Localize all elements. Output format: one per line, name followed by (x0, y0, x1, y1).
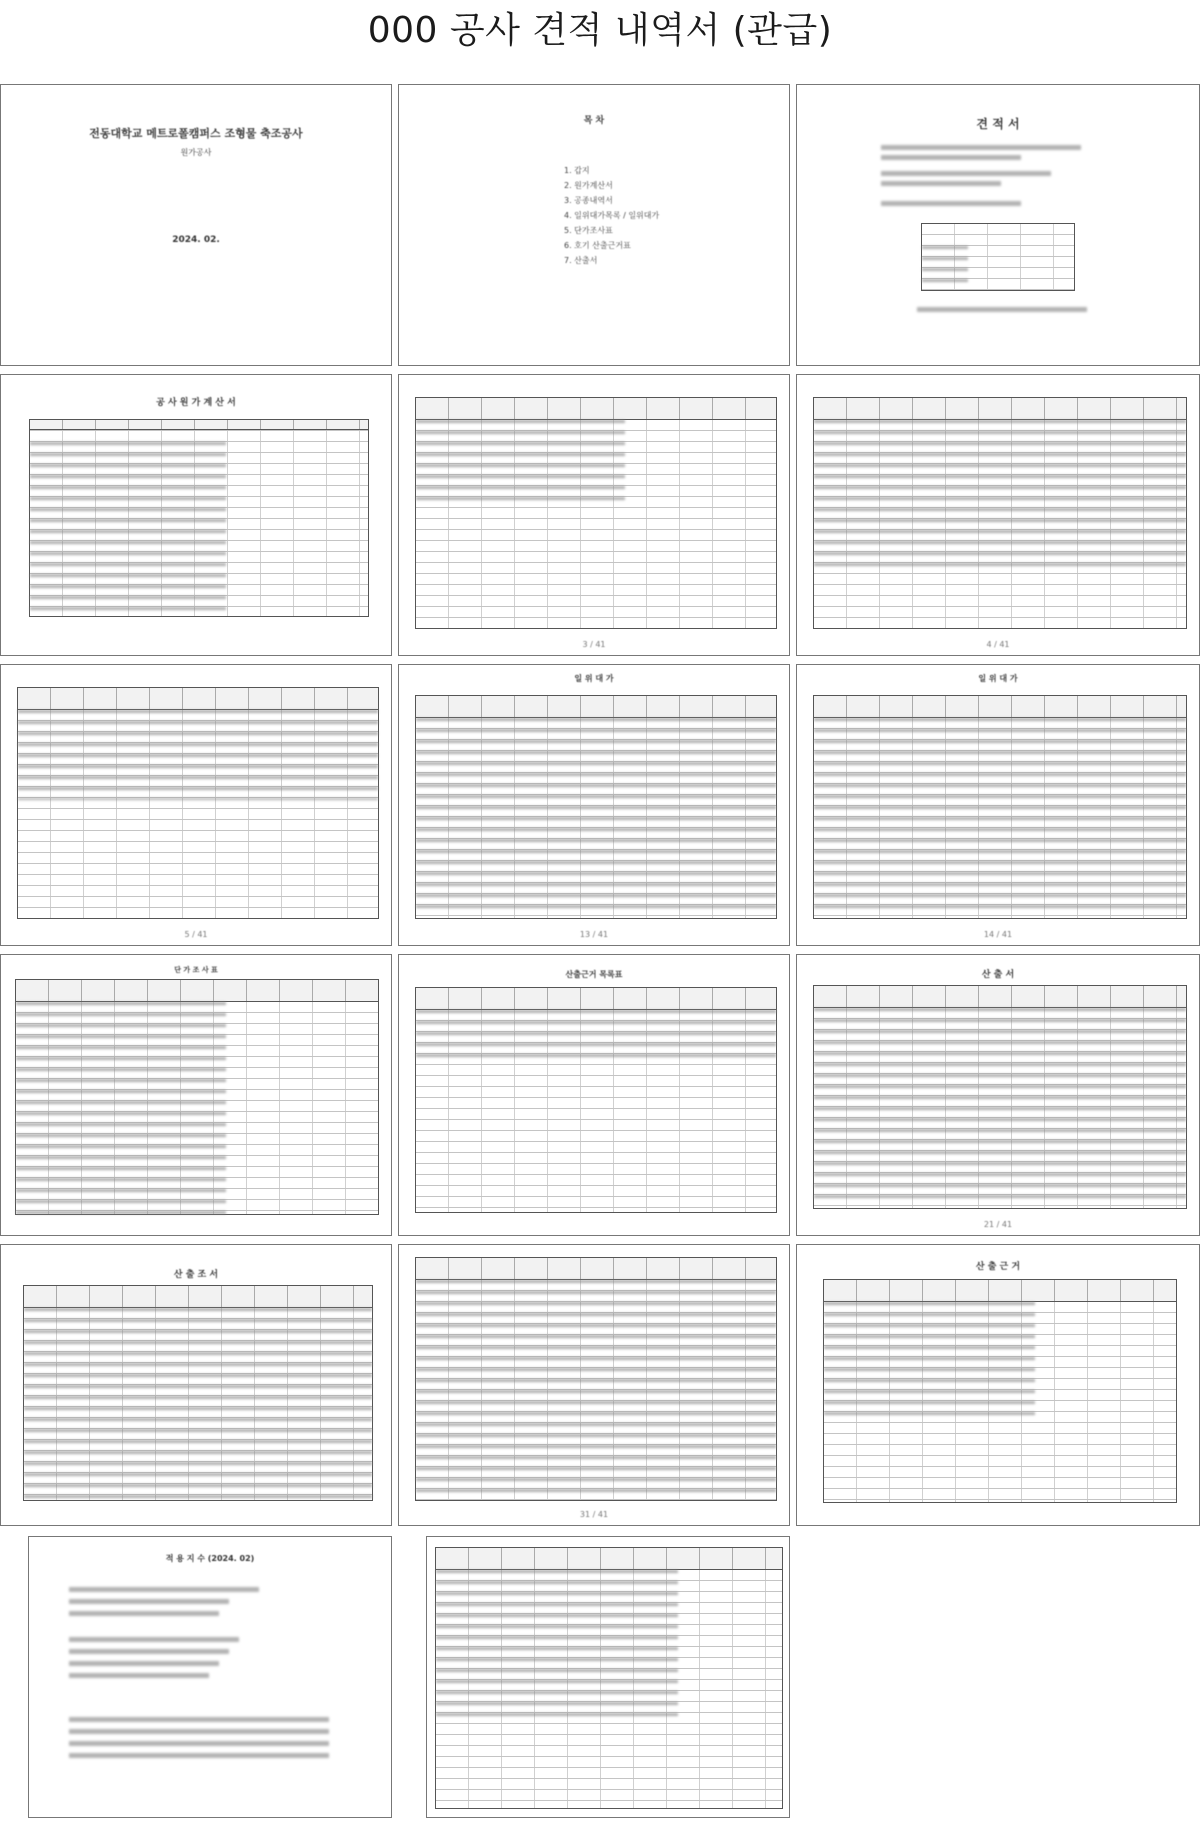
page-title: 000 공사 견적 내역서 (관급) (367, 10, 833, 51)
page-number: 13 / 41 (579, 930, 609, 939)
applied-index-page-thumbnail[interactable] (28, 1536, 392, 1818)
calc-basis-page-thumbnail[interactable] (796, 1244, 1200, 1526)
price-survey-page-thumbnail[interactable] (0, 954, 392, 1236)
basis-list-page-thumbnail[interactable] (398, 954, 790, 1236)
page-number: 14 / 41 (983, 930, 1013, 939)
basis-list-title: 산출근거 목록표 (565, 970, 623, 979)
unit-price-page-thumbnail-2[interactable] (796, 664, 1200, 946)
applied-table-page-thumbnail[interactable] (426, 1536, 790, 1818)
page-number: 5 / 41 (184, 930, 208, 939)
calc-page-thumbnail-3[interactable] (398, 1244, 790, 1526)
detail-page-thumbnail-1[interactable] (398, 374, 790, 656)
toc-item: 7. 산출서 (564, 256, 598, 265)
detail-page-thumbnail-2[interactable] (796, 374, 1200, 656)
applied-index-title: 적 용 지 수 (2024. 02) (165, 1554, 255, 1563)
calc-title: 산 출 서 (981, 970, 1015, 980)
toc-item: 1. 갑지 (564, 166, 590, 175)
cover-title: 전동대학교 메트로폴캠퍼스 조형물 축조공사 (89, 127, 303, 140)
toc-title: 목 차 (583, 116, 605, 126)
estimate-title: 견 적 서 (976, 117, 1020, 131)
cover-subtitle: 원가공사 (180, 148, 212, 157)
unit-price-title: 일 위 대 가 (978, 674, 1018, 683)
toc-item: 3. 공종내역서 (564, 196, 613, 205)
calc-basis-title: 산 출 근 거 (975, 1262, 1021, 1272)
estimate-page-thumbnail[interactable] (796, 84, 1200, 366)
calc-page-thumbnail-1[interactable] (796, 954, 1200, 1236)
toc-page-thumbnail[interactable] (398, 84, 790, 366)
toc-item: 5. 단가조사표 (564, 226, 613, 235)
detail-page-thumbnail-3[interactable] (0, 664, 392, 946)
calc-title: 산 출 조 서 (173, 1270, 219, 1280)
page-number: 31 / 41 (579, 1510, 609, 1519)
page-number: 21 / 41 (983, 1220, 1013, 1229)
unit-price-title: 일 위 대 가 (574, 674, 614, 683)
cover-date: 2024. 02. (172, 235, 220, 245)
toc-item: 4. 일위대가목록 / 일위대가 (564, 211, 660, 220)
cost-calc-title: 공 사 원 가 계 산 서 (156, 398, 236, 408)
page-number: 4 / 41 (986, 640, 1010, 649)
cost-calc-page-thumbnail[interactable] (0, 374, 392, 656)
price-survey-title: 단 가 조 사 표 (174, 966, 218, 974)
toc-list (564, 163, 659, 268)
unit-price-page-thumbnail-1[interactable] (398, 664, 790, 946)
toc-item: 2. 원가계산서 (564, 181, 613, 190)
toc-item: 6. 호기 산출근거표 (564, 241, 631, 250)
document-thumbnail-grid (0, 84, 1200, 1829)
cover-page-thumbnail[interactable] (0, 84, 392, 366)
calc-page-thumbnail-2[interactable] (0, 1244, 392, 1526)
page-number: 3 / 41 (582, 640, 606, 649)
